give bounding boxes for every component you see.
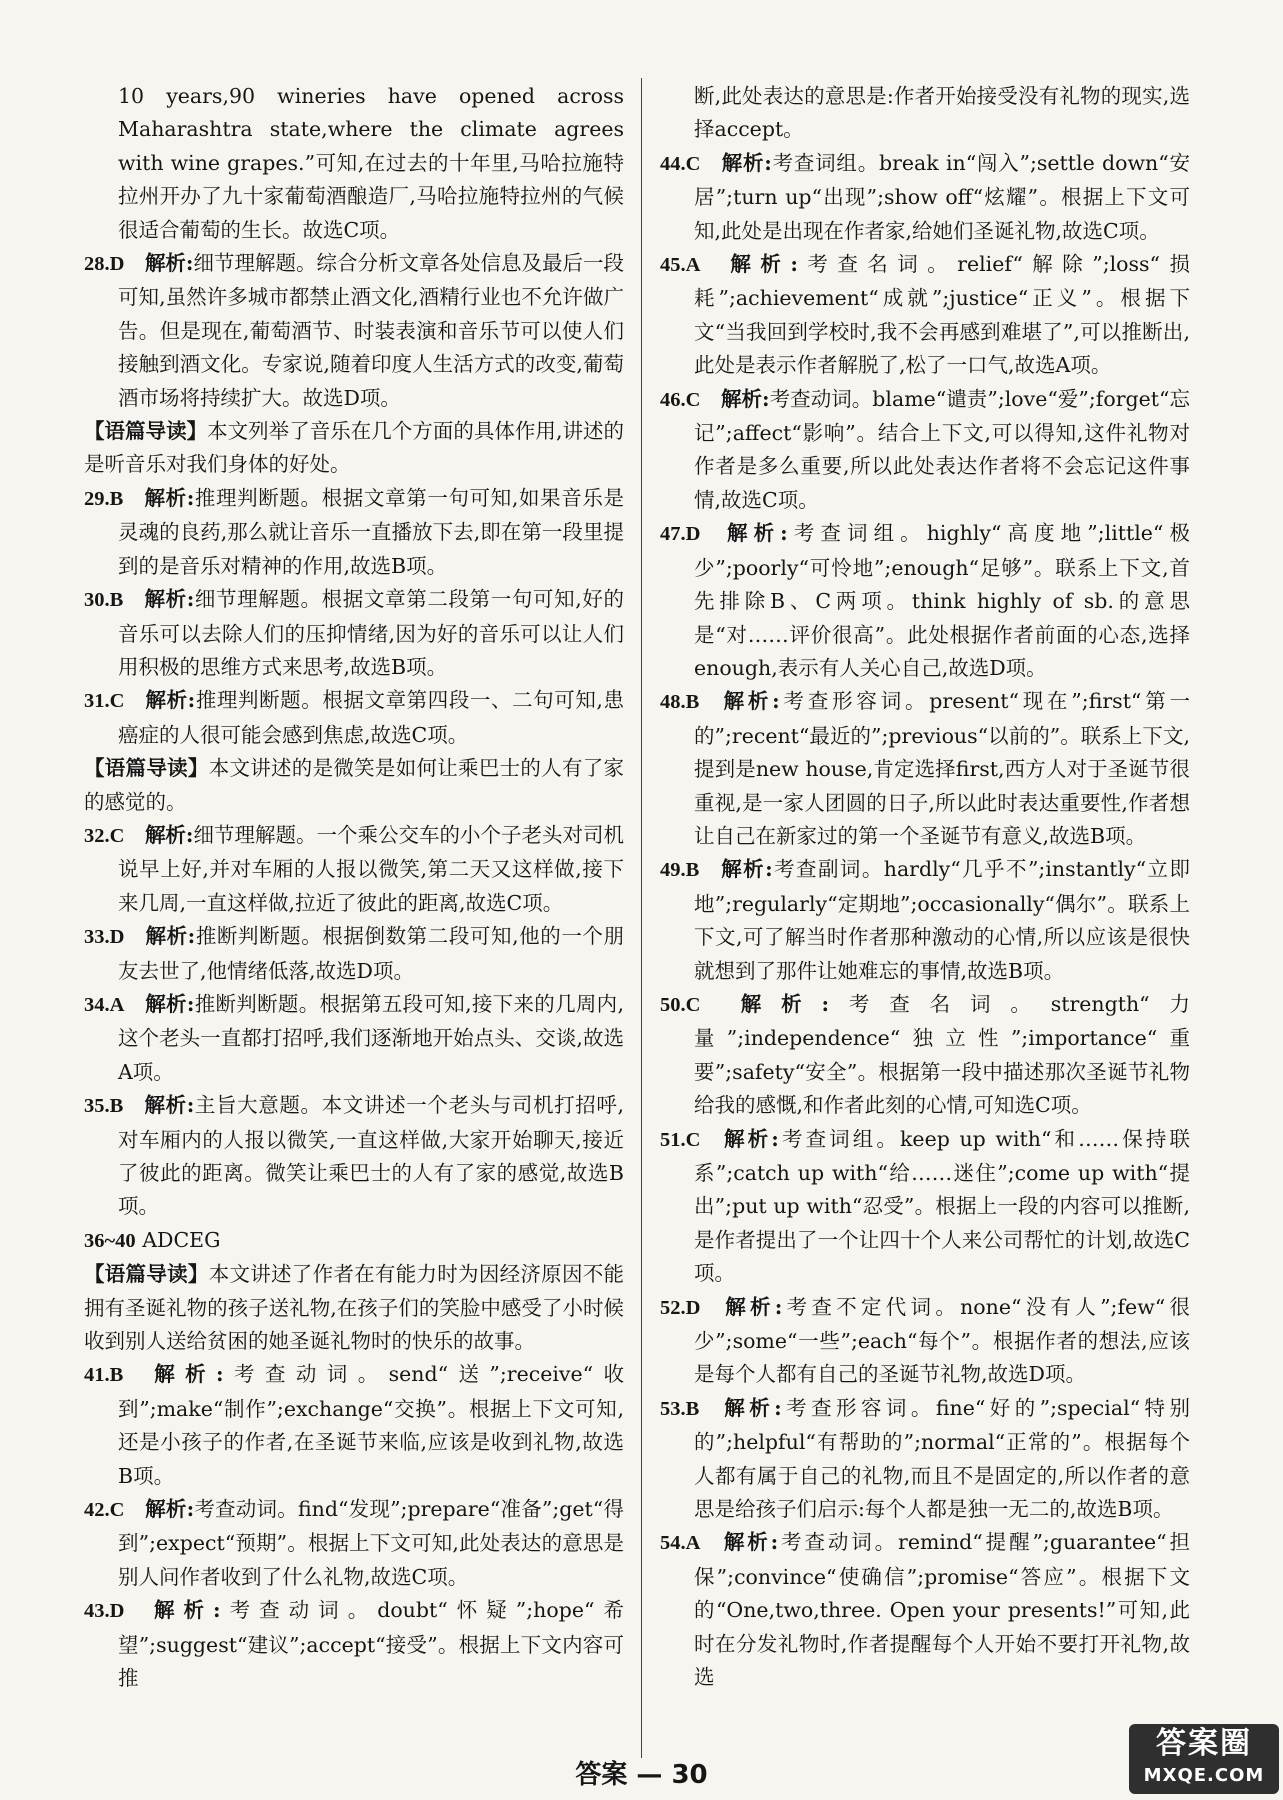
answer-item <box>660 147 1190 248</box>
analysis-label: 解析: <box>720 252 798 277</box>
analysis-text: 细节理解题。一个乘公交车的小个子老头对司机说早上好,并对车厢的人报以微笑,第二天又这样做,接下来几周,一直这样做,拉近了彼此的距离,故选C项。 <box>118 822 625 915</box>
analysis-text: 推理判断题。根据文章第四段一、二句可知,患癌症的人很可能会感到焦虑,故选C项。 <box>118 688 625 747</box>
left-column <box>84 80 624 1696</box>
analysis-text: 考查动词。doubt“怀疑”;hope“希望”;suggest“建议”;accept“接受”。根据上下文内容可推 <box>118 1598 624 1691</box>
question-number: 52. <box>660 1296 686 1319</box>
passage-intro-tag: 【语篇导读】 <box>84 756 209 781</box>
question-number: 43. <box>84 1600 110 1623</box>
analysis-label: 解析: <box>720 521 788 546</box>
answer-item <box>84 482 624 583</box>
analysis-text: 主旨大意题。本文讲述一个老头与司机打招呼,对车厢内的人报以微笑,一直这样做,大家开始聊天,接近了彼此的距离。微笑让乘巴士的人有了家的感觉,故选B项。 <box>118 1093 625 1219</box>
question-number: 28. <box>84 253 110 276</box>
analysis-label: 解析: <box>144 822 194 847</box>
answer-item <box>660 383 1190 518</box>
answer-letter: B <box>685 1397 700 1420</box>
answer-item <box>84 247 624 415</box>
answer-letter: C <box>109 690 125 713</box>
answer-letter: B <box>685 691 700 714</box>
answer-item <box>84 1594 624 1695</box>
analysis-label: 解析: <box>720 991 830 1016</box>
continued-paragraph <box>660 80 1190 147</box>
analysis-label: 解析: <box>144 251 194 276</box>
analysis-text: 考查动词。blame“谴责”;love“爱”;forget“忘记”;affect“影响”。结合上下文,可以得知,这件礼物对作者是多么重要,所以此处表达作者将不会忘记这件事情,故选C项。 <box>694 386 1190 512</box>
answer-letter: D <box>685 1296 701 1319</box>
paragraph-text: 10 years,90 wineries have opened across Maharashtra state,where the climate agrees with wine grapes.”可知,在过去的十年里,马哈拉施特拉州开办了九十家葡萄酒酿造厂,马哈拉施特拉州的气候很适合葡萄的生长。故选C项。 <box>118 84 624 242</box>
question-number: 54. <box>660 1532 686 1555</box>
analysis-text: 考查形容词。fine“好的”;special“特别的”;helpful“有帮助的”;normal“正常的”。根据每个人都有属于自己的礼物,而且不是固定的,所以作者的意思是给孩子们启示:每个人都是独一无二的,故选B项。 <box>694 1395 1190 1522</box>
answer-letter: C <box>685 388 701 411</box>
question-number: 29. <box>84 487 110 510</box>
question-number: 44. <box>660 152 686 175</box>
answer-item <box>660 1526 1190 1694</box>
question-number: 46. <box>660 388 686 411</box>
answer-sequence: ADCEG <box>142 1227 221 1252</box>
answer-item <box>84 988 624 1089</box>
analysis-text: 考查名词。relief“解除”;loss“损耗”;achievement“成就”;justice“正义”。根据下文“当我回到学校时,我不会再感到难堪了”,可以推断出,此处是表示作者解脱了,松了一口气,故选A项。 <box>694 252 1190 378</box>
question-number: 48. <box>660 691 686 714</box>
column-divider <box>641 78 642 1758</box>
answer-item <box>660 248 1190 383</box>
answer-item <box>660 685 1190 853</box>
answer-item <box>660 853 1190 988</box>
answer-item <box>84 819 624 920</box>
answer-letter: C <box>685 152 701 175</box>
answer-item <box>84 583 624 684</box>
answer-range <box>84 1224 624 1258</box>
analysis-label: 解析: <box>719 1395 782 1420</box>
answer-item <box>660 1123 1190 1291</box>
analysis-label: 解析: <box>143 1093 195 1118</box>
analysis-label: 解析: <box>143 485 195 510</box>
analysis-text: 细节理解题。综合分析文章各处信息及最后一段可知,虽然许多城市都禁止酒文化,酒精行业也不允许做广告。但是现在,葡萄酒节、时装表演和音乐节可以使人们接触到酒文化。专家说,随着印度人生活方式的改变,葡萄酒市场将持续扩大。故选D项。 <box>118 251 625 410</box>
question-number: 33. <box>84 926 110 949</box>
analysis-label: 解析: <box>720 1294 783 1319</box>
question-number: 32. <box>84 824 110 847</box>
question-number: 34. <box>84 993 110 1016</box>
analysis-label: 解析: <box>144 991 195 1016</box>
answer-item <box>84 920 624 988</box>
analysis-label: 解析: <box>143 1362 224 1387</box>
answer-item <box>660 517 1190 685</box>
analysis-text: 细节理解题。根据文章第二段第一句可知,好的音乐可以去除人们的压抑情绪,因为好的音乐可以让人们用积极的思维方式来思考,故选B项。 <box>118 587 625 679</box>
passage-intro <box>84 752 624 819</box>
question-number: 42. <box>84 1499 110 1522</box>
passage-intro <box>84 1258 624 1358</box>
analysis-label: 解析: <box>719 689 780 714</box>
answer-letter: D <box>109 926 125 949</box>
answer-letter: C <box>109 1499 125 1522</box>
analysis-text: 考查词组。keep up with“和……保持联系”;catch up with“给……迷住”;come up with“提出”;put up with“忍受”。根据上一段的内容可以推断,是作者提出了一个让四十个人来公司帮忙的计划,故选C项。 <box>694 1126 1190 1286</box>
question-number: 49. <box>660 859 686 882</box>
analysis-label: 解析: <box>143 587 195 612</box>
answer-letter: B <box>685 859 700 882</box>
question-number: 50. <box>660 993 686 1016</box>
analysis-text: 考查词组。highly“高度地”;little“极少”;poorly“可怜地”;enough“足够”。联系上下文,首先排除B、C两项。think highly of sb.的意思是“对……评价很高”。此处根据作者前面的心态,选择enough,表示有人关心自己,故选D项。 <box>694 521 1190 680</box>
answer-letter: D <box>685 523 701 546</box>
passage-intro-text: 本文讲述的是微笑是如何让乘巴士的人有了家的感觉的。 <box>84 756 625 814</box>
answer-item <box>84 684 624 752</box>
answer-letter: A <box>685 254 701 277</box>
answer-letter: B <box>109 487 124 510</box>
passage-intro-text: 本文讲述了作者在有能力时为因经济原因不能拥有圣诞礼物的孩子送礼物,在孩子们的笑脸中感受了小时候收到别人送给贫困的她圣诞礼物时的快乐的故事。 <box>84 1262 625 1354</box>
analysis-text: 考查词组。break in“闯入”;settle down“安居”;turn up“出现”;show off“炫耀”。根据上下文可知,此处是出现在作者家,给她们圣诞礼物,故选C项。 <box>694 150 1190 243</box>
answer-letter: D <box>109 253 125 276</box>
answer-letter: A <box>109 993 125 1016</box>
analysis-text: 考查形容词。present“现在”;first“第一的”;recent“最近的”;previous“以前的”。联系上下文,提到是new house,肯定选择first,西方人对于圣诞节很重视,是一家人团圆的日子,所以此时表达重要性,作者想让自己在新家过的第一个圣诞节有意义,故选B项。 <box>694 689 1190 848</box>
answer-letter: D <box>109 1600 125 1623</box>
question-number: 30. <box>84 589 110 612</box>
question-number: 51. <box>660 1128 686 1151</box>
page-number: 答案 — 30 <box>575 1760 708 1790</box>
answer-letter: B <box>109 1095 124 1118</box>
question-number: 31. <box>84 690 110 713</box>
passage-intro <box>84 415 624 482</box>
answer-letter: B <box>109 589 124 612</box>
analysis-text: 考查副词。hardly“几乎不”;instantly“立即地”;regularly“定期地”;occasionally“偶尔”。联系上下文,可了解当时作者那种激动的心情,所以应该是很快就想到了那件让她难忘的事情,故选B项。 <box>694 857 1190 983</box>
analysis-label: 解析: <box>720 1126 779 1151</box>
answer-letter: A <box>685 1532 701 1555</box>
answer-item <box>660 1291 1190 1392</box>
question-number: 41. <box>84 1364 110 1387</box>
answer-item <box>84 1358 624 1493</box>
analysis-text: 考查不定代词。none“没有人”;few“很少”;some“一些”;each“每个”。根据作者的想法,应该是每个人都有自己的圣诞节礼物,故选D项。 <box>694 1294 1190 1387</box>
answer-item <box>84 1089 624 1224</box>
analysis-label: 解析: <box>719 857 773 882</box>
paragraph-text: 断,此处表达的意思是:作者开始接受没有礼物的现实,选择accept。 <box>694 84 1190 142</box>
watermark-logo <box>1129 1724 1279 1794</box>
analysis-text: 考查动词。remind“提醒”;guarantee“担保”;convince“使确信”;promise“答应”。根据下文的“One,two,three. Open your presents!”可知,此时在分发礼物时,作者提醒每个人开始不要打开礼物,故选 <box>694 1530 1190 1690</box>
analysis-label: 解析: <box>144 688 196 713</box>
analysis-text: 考查动词。send“送”;receive“收到”;make“制作”;exchange“交换”。根据上下文可知,还是小孩子的作者,在圣诞节来临,应该是收到礼物,故选B项。 <box>118 1362 624 1488</box>
passage-intro-text: 本文列举了音乐在几个方面的具体作用,讲述的是听音乐对我们身体的好处。 <box>84 419 625 477</box>
answer-letter: B <box>109 1364 124 1387</box>
analysis-text: 推理判断题。根据文章第一句可知,如果音乐是灵魂的良药,那么就让音乐一直播放下去,即在第一段里提到的是音乐对精神的作用,故选B项。 <box>118 485 625 578</box>
question-number: 45. <box>660 254 686 277</box>
passage-intro-tag: 【语篇导读】 <box>84 419 208 444</box>
watermark-bottom: MXQE.COM <box>1143 1765 1265 1786</box>
question-number: 35. <box>84 1095 110 1118</box>
answer-letter: C <box>685 1128 701 1151</box>
question-number: 47. <box>660 523 686 546</box>
analysis-label: 解析: <box>720 1530 779 1555</box>
answer-item <box>660 988 1190 1123</box>
analysis-label: 解析: <box>144 924 196 949</box>
question-number: 53. <box>660 1397 686 1420</box>
question-range: 36~40 <box>84 1229 136 1252</box>
analysis-label: 解析: <box>144 1598 221 1623</box>
answer-item <box>84 1493 624 1594</box>
analysis-text: 考查名词。strength“力量”;independence“独立性”;importance“重要”;safety“安全”。根据第一段中描述那次圣诞节礼物给我的感慨,和作者此刻的心情,可知选C项。 <box>694 991 1190 1118</box>
analysis-text: 推断判断题。根据第五段可知,接下来的几周内,这个老头一直都打招呼,我们逐渐地开始点头、交谈,故选A项。 <box>118 991 624 1084</box>
analysis-text: 考查动词。find“发现”;prepare“准备”;get“得到”;expect“预期”。根据上下文可知,此处表达的意思是别人问作者收到了什么礼物,故选C项。 <box>118 1497 624 1589</box>
analysis-label: 解析: <box>720 386 770 411</box>
analysis-text: 推断判断题。根据倒数第二段可知,他的一个朋友去世了,他情绪低落,故选D项。 <box>118 924 625 983</box>
watermark-top: 答案圈 <box>1156 1726 1252 1761</box>
answer-letter: C <box>109 824 125 847</box>
passage-intro-tag: 【语篇导读】 <box>84 1262 209 1287</box>
continued-paragraph <box>84 80 624 247</box>
right-column <box>660 80 1190 1695</box>
answer-item <box>660 1392 1190 1527</box>
analysis-label: 解析: <box>720 150 772 175</box>
answer-letter: C <box>685 993 701 1016</box>
analysis-label: 解析: <box>144 1497 195 1522</box>
